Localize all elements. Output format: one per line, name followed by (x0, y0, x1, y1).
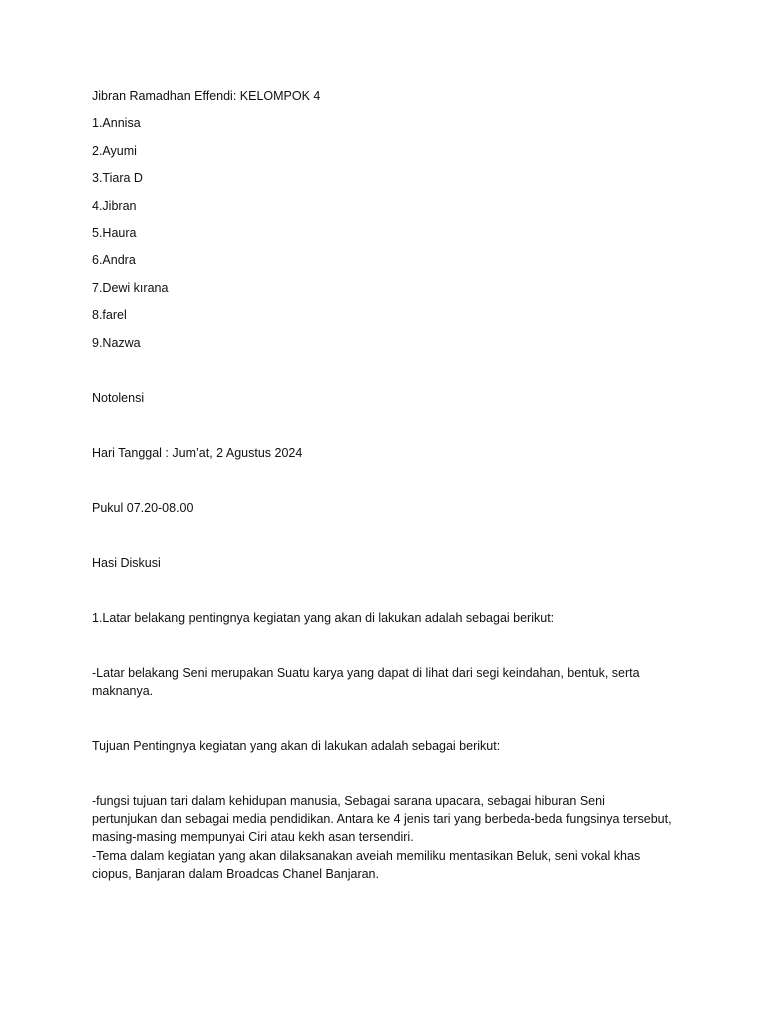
spacer (92, 572, 672, 609)
member-item: 6.Andra (92, 253, 136, 268)
discussion-label: Hasi Diskusi (92, 555, 161, 570)
background-text: -Latar belakang Seni merupakan Suatu karya yang dapat di lihat dari segi keindahan, bentuk, serta maknanya. (92, 665, 640, 698)
document-content (92, 87, 672, 883)
member-item: 3.Tiara D (92, 171, 143, 186)
purpose-heading: Tujuan Pentingnya kegiatan yang akan di lakukan adalah sebagai berikut: (92, 738, 501, 753)
point-1: 1.Latar belakang pentingnya kegiatan yang akan di lakukan adalah sebagai berikut: (92, 610, 555, 625)
spacer (92, 755, 672, 792)
document-header: Jibran Ramadhan Effendi: KELOMPOK 4 (92, 89, 321, 103)
spacer (92, 462, 672, 499)
spacer (92, 627, 672, 664)
purpose-text: -fungsi tujuan tari dalam kehidupan manusia, Sebagai sarana upacara, sebagai hiburan Seni pertunjukan dan sebagai media pendidikan. Antara ke 4 jenis tari yang berbeda-beda fungsinya tersebut, masing-masing mempunyai Ciri atau kekh asan tersendiri. (92, 793, 672, 844)
spacer (92, 700, 672, 737)
date-line: Hari Tanggal : Jum’at, 2 Agustus 2024 (92, 445, 303, 460)
spacer (92, 352, 672, 389)
time-line: Pukul 07.20-08.00 (92, 500, 194, 515)
notulensi-label: Notolensi (92, 390, 145, 405)
spacer (92, 517, 672, 554)
member-item: 7.Dewi kırana (92, 280, 169, 295)
member-item: 4.Jibran (92, 198, 137, 213)
member-list (92, 114, 672, 351)
member-item: 9.Nazwa (92, 335, 141, 350)
member-item: 5.Haura (92, 225, 137, 240)
member-item: 8.farel (92, 308, 127, 323)
member-item: 1.Annisa (92, 116, 141, 131)
spacer (92, 407, 672, 444)
member-item: 2.Ayumi (92, 143, 137, 158)
theme-text: -Tema dalam kegiatan yang akan dilaksanakan aveiah memiliku mentasikan Beluk, seni vokal khas ciopus, Banjaran dalam Broadcas Chanel Banjaran. (92, 848, 641, 881)
